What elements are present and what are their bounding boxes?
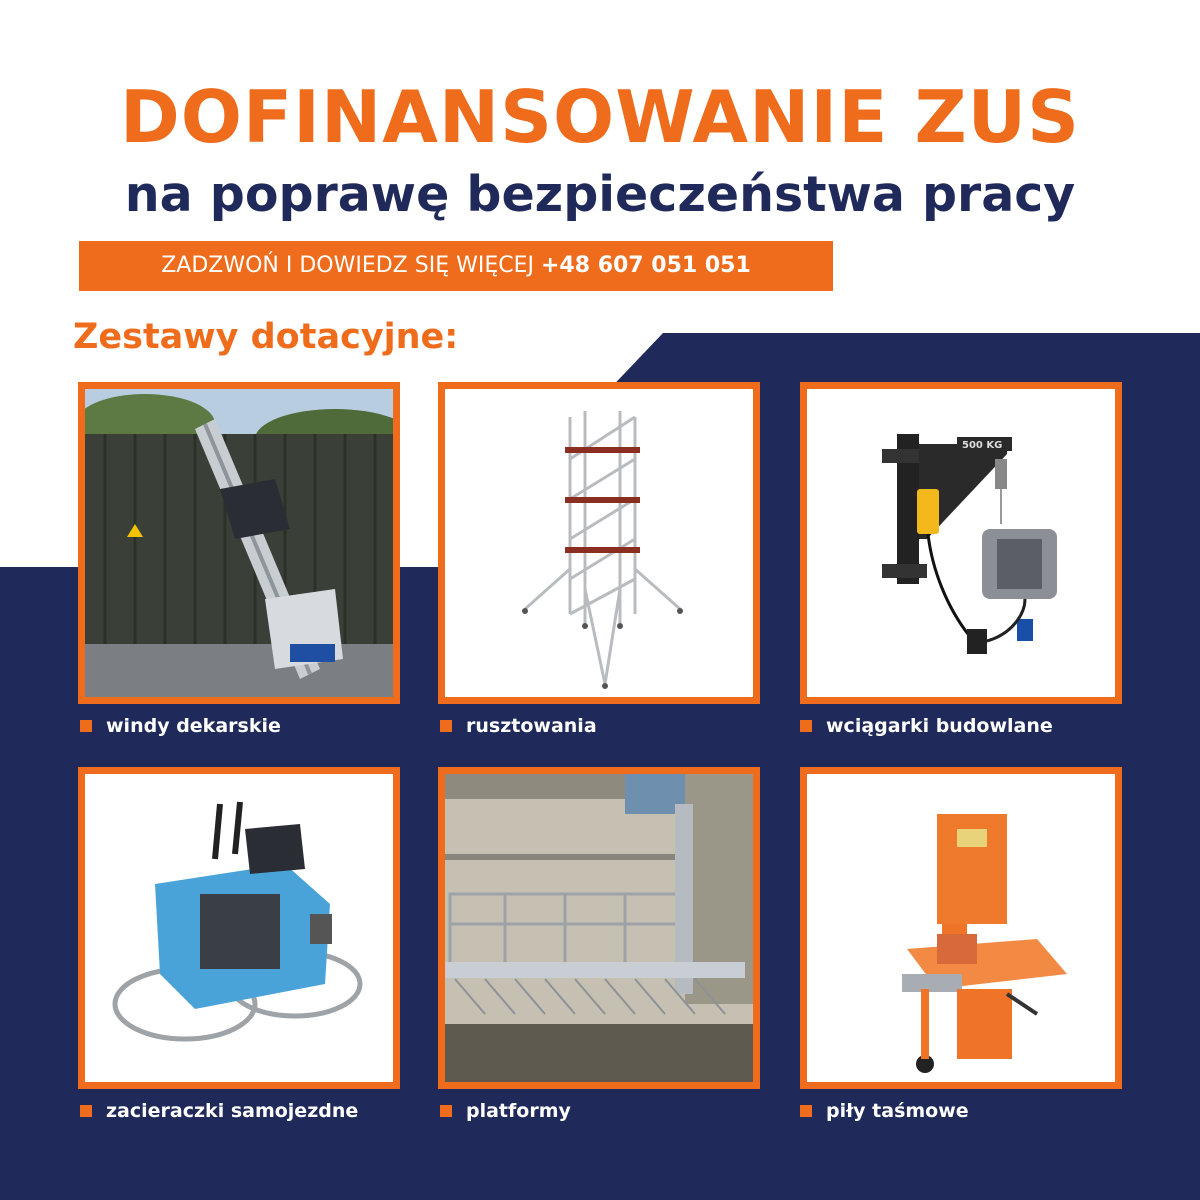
winch-capacity-sign: 500 KG bbox=[962, 440, 1003, 451]
product-caption bbox=[80, 715, 281, 737]
product-label: wciągarki budowlane bbox=[826, 715, 1053, 737]
product-card-scaffolding[interactable] bbox=[438, 382, 760, 704]
product-card-winch[interactable] bbox=[800, 382, 1122, 704]
band-saw-image bbox=[807, 774, 1115, 1082]
product-label: piły taśmowe bbox=[826, 1100, 969, 1122]
product-caption bbox=[800, 715, 1053, 737]
product-label: rusztowania bbox=[466, 715, 597, 737]
product-caption bbox=[80, 1100, 358, 1122]
product-caption bbox=[800, 1100, 969, 1122]
product-card-band-saw[interactable] bbox=[800, 767, 1122, 1089]
bullet-square-icon bbox=[80, 1105, 92, 1117]
product-card-platform[interactable] bbox=[438, 767, 760, 1089]
product-label: windy dekarskie bbox=[106, 715, 281, 737]
product-card-trowel[interactable] bbox=[78, 767, 400, 1089]
call-banner[interactable] bbox=[79, 241, 833, 291]
section-title: Zestawy dotacyjne: bbox=[73, 317, 459, 357]
product-caption bbox=[440, 715, 597, 737]
bullet-square-icon bbox=[800, 1105, 812, 1117]
trowel-image bbox=[85, 774, 393, 1082]
bullet-square-icon bbox=[80, 720, 92, 732]
bullet-square-icon bbox=[800, 720, 812, 732]
scaffolding-image bbox=[445, 389, 753, 697]
product-label: platformy bbox=[466, 1100, 571, 1122]
page-title: DOFINANSOWANIE ZUS bbox=[120, 75, 1080, 159]
phone-number[interactable]: +48 607 051 051 bbox=[540, 253, 751, 278]
call-banner-text: ZADZWOŃ I DOWIEDZ SIĘ WIĘCEJ bbox=[161, 253, 534, 278]
bullet-square-icon bbox=[440, 1105, 452, 1117]
winch-image bbox=[807, 389, 1115, 697]
roof-hoist-image bbox=[85, 389, 393, 697]
page-subtitle: na poprawę bezpieczeństwa pracy bbox=[124, 166, 1076, 223]
product-caption bbox=[440, 1100, 571, 1122]
product-card-roof-hoist[interactable] bbox=[78, 382, 400, 704]
platform-image bbox=[445, 774, 753, 1082]
bullet-square-icon bbox=[440, 720, 452, 732]
product-label: zacieraczki samojezdne bbox=[106, 1100, 359, 1122]
